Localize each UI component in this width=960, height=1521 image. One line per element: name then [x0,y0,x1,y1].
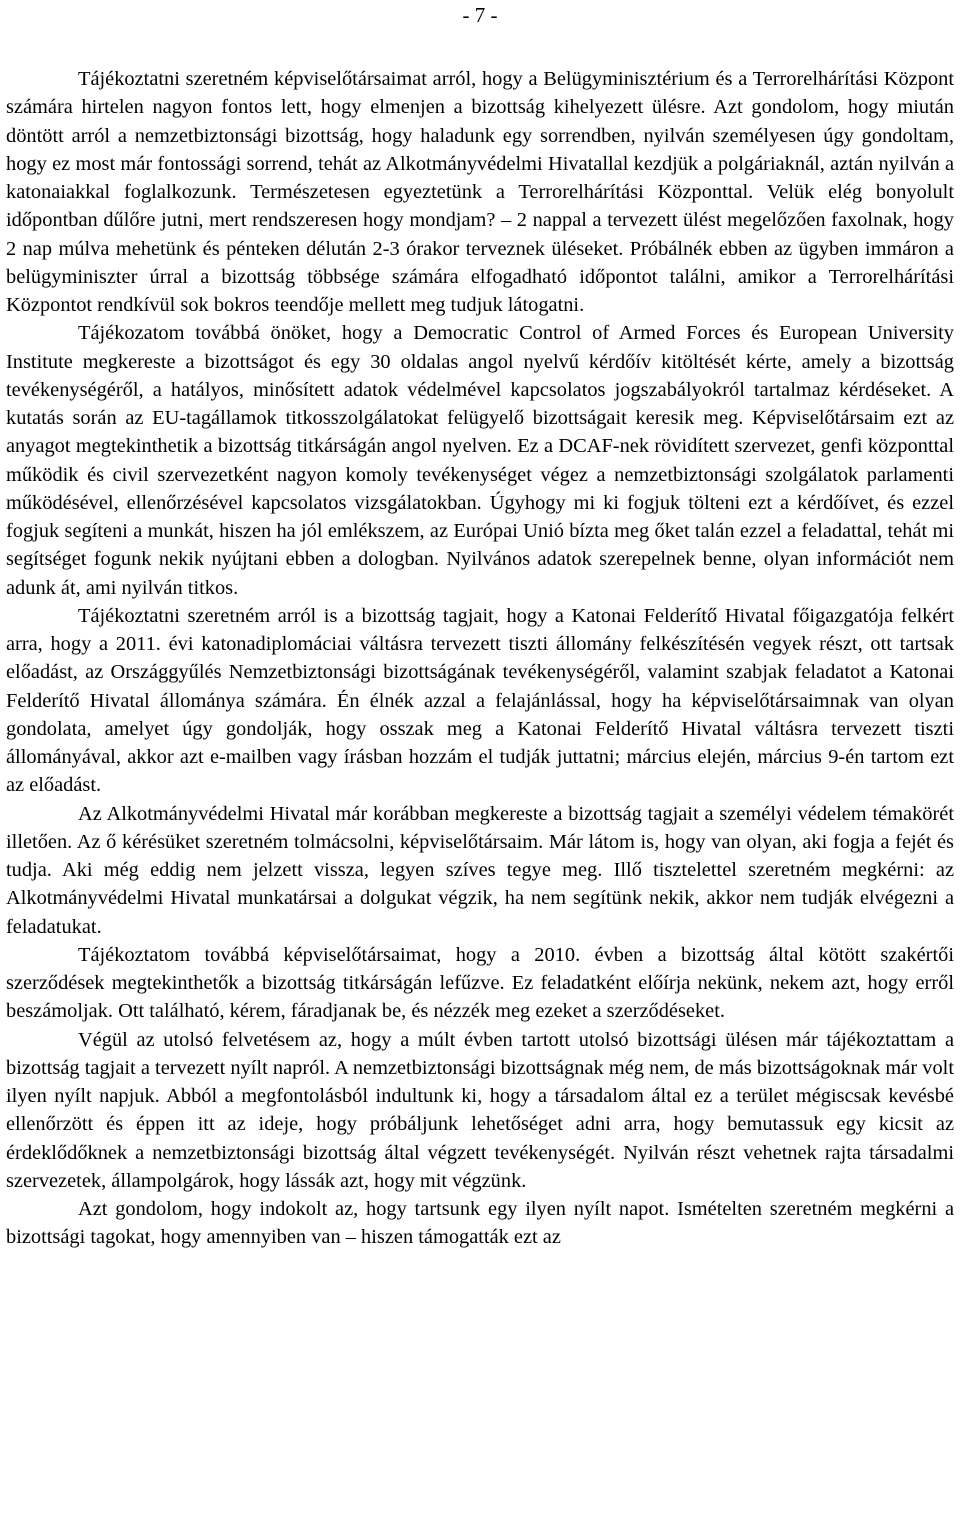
paragraph-open-day: Végül az utolsó felvetésem az, hogy a múlt évben tartott utolsó bizottsági ülésen már tájékoztattam a bizottság tagjait a tervezett nyílt napról. A nemzetbiztonsági bizottságnak még nem, de más bizottságoknak már volt ilyen nyílt napjuk. Abból a megfontolásból indultunk ki, hogy a társadalom által ez a terület mégiscsak kevésbé ellenőrzött és éppen itt az ideje, hogy próbáljunk lehetőséget adni arra, hogy bemutassuk egy kicsit az érdeklődőknek a nemzetbiztonsági bizottság által végzett tevékenységét. Nyilván részt vehetnek rajta társadalmi szervezetek, állampolgárok, hogy lássák azt, hogy mit végzünk. [6,1028,954,1192]
page-number: - 7 - [462,3,498,27]
paragraph-expert-contracts: Tájékoztatom továbbá képviselőtársaimat, hogy a 2010. évben a bizottság által kötött szakértői szerződések megtekinthetők a bizottság titkárságán lefűzve. Ez feladatként előírja nekünk, nekem azt, hogy erről beszámoljak. Ott található, kérem, fáradjanak be, és nézzék meg ezeket a szerződéseket. [6,943,954,1023]
paragraph-closing: Azt gondolom, hogy indokolt az, hogy tartsunk egy ilyen nyílt napot. Ismételten szeretném megkérni a bizottsági tagokat, hogy amennyiben van – hiszen támogatták ezt az [6,1198,954,1249]
paragraph-counterterrorism-visit: Tájékoztatni szeretném képviselőtársaimat arról, hogy a Belügyminisztérium és a Terrorelhárítási Központ számára hirtelen nagyon fontos lett, hogy elmenjen a bizottság kihelyezett ülésre. Azt gondolom, hogy miután döntött arról a nemzetbiztonsági bizottság, hogy haladunk egy sorrendben, nyilván személyesen úgy gondoltam, hogy ez most már fontossági sorrend, tehát az Alkotmányvédelmi Hivatallal kezdjük a polgáriaknál, aztán nyilván a katonaiakkal foglalkozunk. Természetesen egyeztetünk a Terrorelhárítási Központtal. Velük elég bonyolult időpontban dűlőre jutni, mert rendszeresen hogy mondjam? – 2 nappal a tervezett ülést megelőzően faxolnak, hogy 2 nap múlva mehetünk és pénteken délután 2-3 órakor terveznek üléseket. Próbálnék ebben az ügyben immáron a belügyminiszter úrral a bizottság többsége számára elfogadható időpontot találni, amikor a Terrorelhárítási Központot rendkívül sok bokros teendője mellett meg tudjuk látogatni. [6,68,954,316]
document-body [6,65,954,1252]
paragraph-personal-protection: Az Alkotmányvédelmi Hivatal már korábban megkereste a bizottság tagjait a személyi védelem témakörét illetően. Az ő kérésüket szeretném tolmácsolni, képviselőtársaim. Már látom is, hogy van olyan, aki fogja a fejét és tudja. Aki még eddig nem jelzett vissza, legyen szíves tegye meg. Illő tisztelettel szeretném megkérni: az Alkotmányvédelmi Hivatal munkatársai a dolgukat végzik, ha nem segítünk nekik, akkor nem tudják elvégezni a feladatukat. [6,802,954,938]
paragraph-dcaf-questionnaire: Tájékozatom továbbá önöket, hogy a Democratic Control of Armed Forces és European University Institute megkereste a bizottságot és egy 30 oldalas angol nyelvű kérdőív kitöltését kérte, amely a bizottság tevékenységéről, a hatályos, minősített adatok védelmével kapcsolatos jogszabályokról tartalmaz kérdéseket. A kutatás során az EU-tagállamok titkosszolgálatokat felügyelő bizottságait keresik meg. Képviselőtársaim ezt az anyagot megtekinthetik a bizottság titkárságán angol nyelven. Ez a DCAF-nek rövidített szervezet, genfi központtal működik és civil szervezetként nagyon komoly tevékenységet végez a nemzetbiztonsági szolgálatok parlamenti működésével, ellenőrzésével kapcsolatos vizsgálatokban. Úgyhogy mi ki fogjuk tölteni ezt a kérdőívet, és ezzel fogjuk segíteni a munkát, hiszen ha jól emlékszem, az Európai Unió bízta meg őket talán ezzel a feladattal, tehát mi segítséget fogunk nekik nyújtani ebben a dologban. Nyilvános adatok szerepelnek benne, olyan információt nem adunk át, ami nyilván titkos. [6,322,954,599]
paragraph-military-intelligence-lecture: Tájékoztatni szeretném arról is a bizottság tagjait, hogy a Katonai Felderítő Hivatal főigazgatója felkért arra, hogy a 2011. évi katonadiplomáciai váltásra tervezett tiszti állomány felkészítésén vegyek részt, ott tartsak előadást, az Országgyűlés Nemzetbiztonsági bizottságának tevékenységéről, valamint szabjak feladatot a Katonai Felderítő Hivatal állománya számára. Én élnék azzal a felajánlással, hogy ha képviselőtársaimnak van olyan gondolata, amelyet úgy gondolják, hogy osszak meg a Katonai Felderítő Hivatal váltásra tervezett tiszti állományával, akkor azt e-mailben vagy írásban hozzám el tudják juttatni; március elején, március 9-én tartom ezt az előadást. [6,604,954,797]
